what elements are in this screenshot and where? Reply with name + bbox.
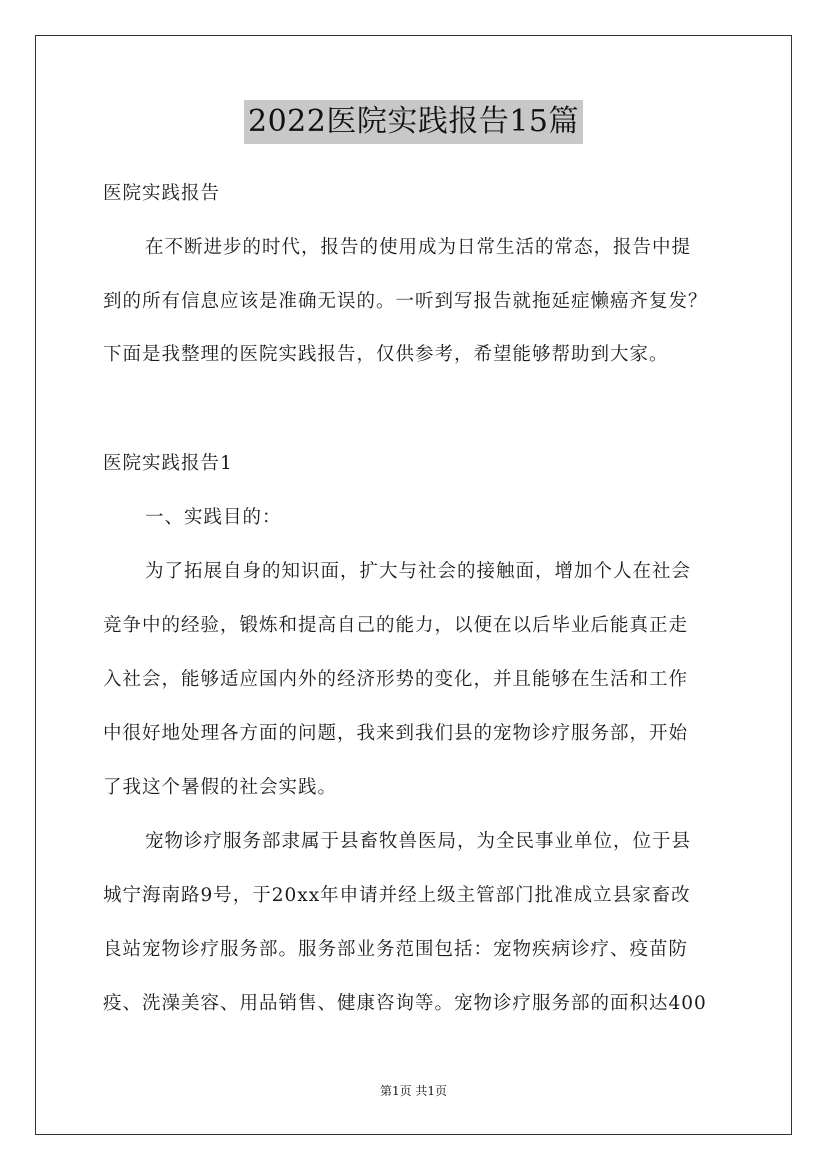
paragraph-line: 宠物诊疗服务部隶属于县畜牧兽医局，为全民事业单位，位于县: [145, 831, 692, 852]
document-title: 2022医院实践报告15篇: [244, 100, 583, 144]
paragraph-line: 竞争中的经验，锻炼和提高自己的能力，以便在以后毕业后能真正走: [103, 615, 689, 636]
subsection-heading: 一、实践目的：: [145, 507, 282, 528]
paragraph-line: 疫、洗澡美容、用品销售、健康咨询等。宠物诊疗服务部的面积达400: [103, 993, 707, 1014]
paragraph-line: 在不断进步的时代，报告的使用成为日常生活的常态，报告中提: [145, 237, 692, 258]
page-footer: 第1页 共1页: [379, 1084, 448, 1098]
paragraph-line: 中很好地处理各方面的问题，我来到我们县的宠物诊疗服务部，开始: [103, 723, 689, 744]
paragraph-line: 良站宠物诊疗服务部。服务部业务范围包括：宠物疾病诊疗、疫苗防: [103, 939, 689, 960]
paragraph-line: 了我这个暑假的社会实践。: [103, 777, 338, 798]
paragraph-line: 入社会，能够适应国内外的经济形势的变化，并且能够在生活和工作: [103, 669, 689, 690]
paragraph-line: 为了拓展自身的知识面，扩大与社会的接触面，增加个人在社会: [145, 561, 692, 582]
section-heading: 医院实践报告: [103, 183, 221, 204]
paragraph-line: 下面是我整理的医院实践报告，仅供参考，希望能够帮助到大家。: [103, 344, 669, 365]
paragraph-line: 城宁海南路9号，于20xx年申请并经上级主管部门批准成立县家畜改: [103, 885, 691, 906]
title-container: [0, 100, 827, 144]
paragraph-line: 到的所有信息应该是准确无误的。一听到写报告就拖延症懒癌齐复发？: [103, 291, 708, 312]
section-heading: 医院实践报告1: [103, 453, 233, 474]
